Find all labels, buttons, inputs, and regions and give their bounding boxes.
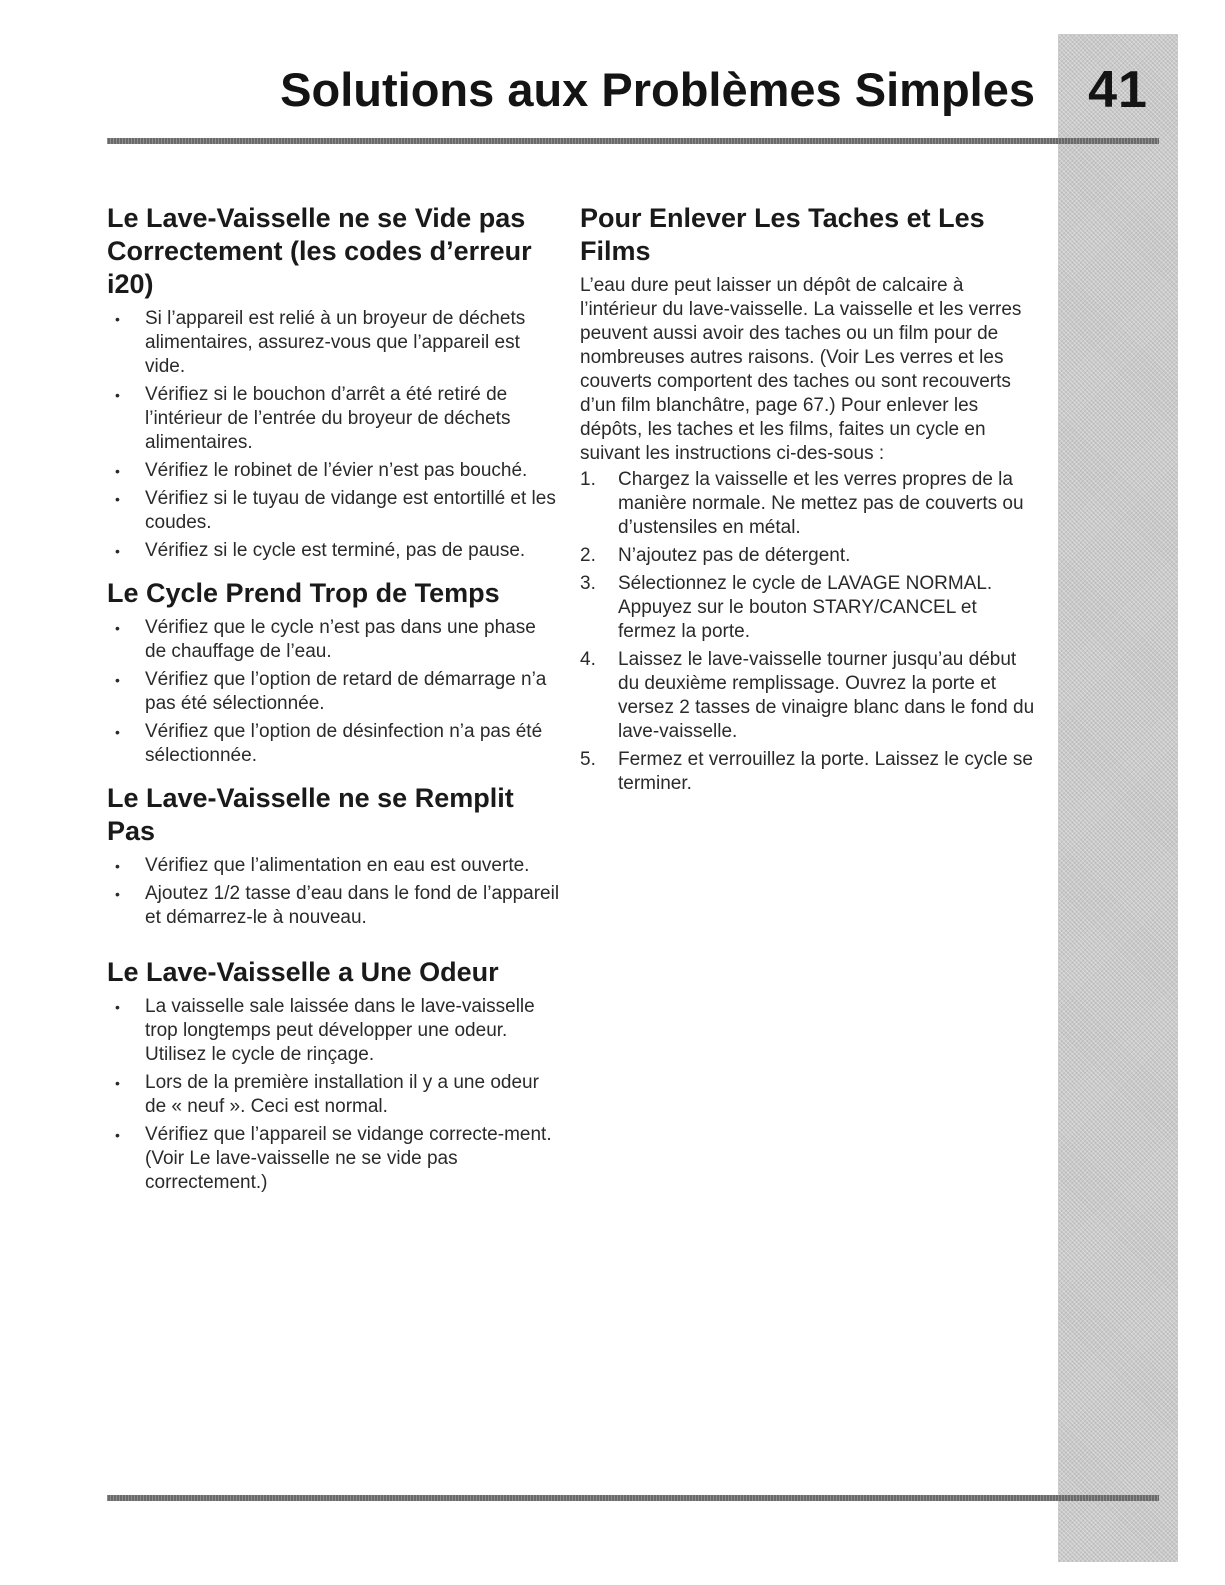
list-item bbox=[107, 459, 562, 483]
bullet-icon: • bbox=[115, 620, 120, 636]
step-text: Sélectionnez le cycle de LAVAGE NORMAL. Appuyez sur le bouton STARY/CANCEL et fermez la porte. bbox=[618, 573, 993, 642]
step-number: 2. bbox=[580, 545, 596, 566]
list-item bbox=[107, 487, 562, 535]
list-item-text: Vérifiez si le bouchon d’arrêt a été retiré de l’intérieur de l’entrée du broyeur de déchets alimentaires. bbox=[145, 384, 511, 453]
bullet-icon: • bbox=[115, 672, 120, 688]
step-item bbox=[580, 468, 1040, 540]
list-item-text: Vérifiez si le tuyau de vidange est entortillé et les coudes. bbox=[145, 488, 556, 533]
section-remove-spots bbox=[580, 202, 1040, 796]
list-item bbox=[107, 720, 562, 768]
footer-rule bbox=[107, 1495, 1159, 1501]
step-item bbox=[580, 572, 1040, 644]
list-item-text: Vérifiez le robinet de l’évier n’est pas bouché. bbox=[145, 460, 528, 481]
bullet-icon: • bbox=[115, 463, 120, 479]
step-number: 5. bbox=[580, 749, 596, 770]
list-item-text: Vérifiez que l’alimentation en eau est ouverte. bbox=[145, 855, 530, 876]
section-no-fill bbox=[107, 782, 562, 930]
bullet-icon: • bbox=[115, 311, 120, 327]
right-column bbox=[580, 202, 1040, 810]
list-item-text: Ajoutez 1/2 tasse d’eau dans le fond de l’appareil et démarrez-le à nouveau. bbox=[145, 883, 560, 928]
bullet-icon: • bbox=[115, 1075, 120, 1091]
list-item-text: Vérifiez que le cycle n’est pas dans une phase de chauffage de l’eau. bbox=[145, 617, 536, 662]
section-heading: Le Lave-Vaisselle ne se Vide pas Correctement (les codes d’erreur i20) bbox=[107, 203, 532, 299]
step-item bbox=[580, 748, 1040, 796]
list-item bbox=[107, 383, 562, 455]
list-item bbox=[107, 1123, 562, 1195]
step-item bbox=[580, 648, 1040, 744]
bullet-icon: • bbox=[115, 999, 120, 1015]
section-cycle-too-long bbox=[107, 577, 562, 768]
numbered-list bbox=[580, 468, 1040, 796]
bullet-icon: • bbox=[115, 387, 120, 403]
list-item-text: La vaisselle sale laissée dans le lave-vaisselle trop longtemps peut développer une odeur. Utilisez le cycle de rinçage. bbox=[145, 996, 535, 1065]
bullet-list bbox=[107, 854, 562, 930]
side-tab-strip bbox=[1058, 34, 1178, 1562]
section-heading: Le Lave-Vaisselle a Une Odeur bbox=[107, 957, 499, 987]
bullet-icon: • bbox=[115, 543, 120, 559]
left-column bbox=[107, 202, 562, 1209]
list-item bbox=[107, 1071, 562, 1119]
page-number: 41 bbox=[1088, 61, 1148, 119]
bullet-list bbox=[107, 616, 562, 768]
page-title: Solutions aux Problèmes Simples bbox=[280, 63, 1035, 116]
bullet-icon: • bbox=[115, 724, 120, 740]
section-drain-problem bbox=[107, 202, 562, 563]
bullet-icon: • bbox=[115, 858, 120, 874]
header-rule bbox=[107, 138, 1159, 144]
list-item-text: Vérifiez si le cycle est terminé, pas de pause. bbox=[145, 540, 526, 561]
step-text: Chargez la vaisselle et les verres propres de la manière normale. Ne mettez pas de couverts ou d’ustensiles en métal. bbox=[618, 469, 1024, 538]
step-number: 3. bbox=[580, 573, 596, 594]
bullet-list bbox=[107, 307, 562, 563]
section-heading: Pour Enlever Les Taches et Les Films bbox=[580, 203, 985, 266]
bullet-icon: • bbox=[115, 886, 120, 902]
bullet-list bbox=[107, 995, 562, 1195]
bullet-icon: • bbox=[115, 1127, 120, 1143]
list-item bbox=[107, 307, 562, 379]
step-number: 1. bbox=[580, 469, 596, 490]
step-number: 4. bbox=[580, 649, 596, 670]
list-item bbox=[107, 539, 562, 563]
bullet-icon: • bbox=[115, 491, 120, 507]
section-heading: Le Cycle Prend Trop de Temps bbox=[107, 578, 500, 608]
step-text: Laissez le lave-vaisselle tourner jusqu’au début du deuxième remplissage. Ouvrez la porte et versez 2 tasses de vinaigre blanc dans le fond du lave-vaisselle. bbox=[618, 649, 1035, 742]
list-item bbox=[107, 854, 562, 878]
intro-paragraph: L’eau dure peut laisser un dépôt de calcaire à l’intérieur du lave-vaisselle. La vaisselle et les verres peuvent aussi avoir des taches ou un film pour de nombreuses autres raisons. (Voir Les verres et les couverts comportent des taches ou sont recouverts d’un film blanchâtre, page 67.) Pour enlever les dépôts, les taches et les films, faites un cycle en suivant les instructions ci-des-sous : bbox=[580, 275, 1022, 464]
list-item-text: Lors de la première installation il y a une odeur de « neuf ». Ceci est normal. bbox=[145, 1072, 539, 1117]
list-item bbox=[107, 616, 562, 664]
step-text: N’ajoutez pas de détergent. bbox=[618, 545, 851, 566]
step-text: Fermez et verrouillez la porte. Laissez le cycle se terminer. bbox=[618, 749, 1033, 794]
section-heading: Le Lave-Vaisselle ne se Remplit Pas bbox=[107, 783, 514, 846]
list-item-text: Si l’appareil est relié à un broyeur de déchets alimentaires, assurez-vous que l’appareil est vide. bbox=[145, 308, 526, 377]
list-item bbox=[107, 882, 562, 930]
list-item-text: Vérifiez que l’option de désinfection n’a pas été sélectionnée. bbox=[145, 721, 543, 766]
section-odor bbox=[107, 956, 562, 1195]
list-item bbox=[107, 995, 562, 1067]
list-item-text: Vérifiez que l’appareil se vidange correcte-ment. (Voir Le lave-vaisselle ne se vide pas correctement.) bbox=[145, 1124, 552, 1193]
list-item-text: Vérifiez que l’option de retard de démarrage n’a pas été sélectionnée. bbox=[145, 669, 547, 714]
step-item bbox=[580, 544, 1040, 568]
list-item bbox=[107, 668, 562, 716]
